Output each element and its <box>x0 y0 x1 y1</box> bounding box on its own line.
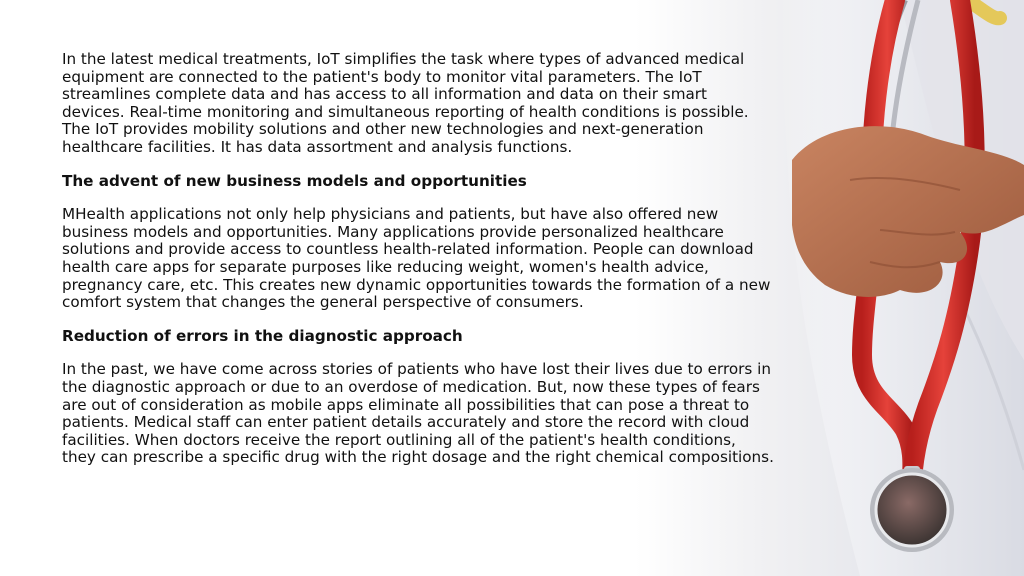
body-text <box>62 51 774 483</box>
heading-business-models: The advent of new business models and opportunities <box>62 171 527 190</box>
paragraph-iot: In the latest medical treatments, IoT simplifies the task where types of advanced medical equipment are connected to the patient's body to monitor vital parameters. The IoT streamlines complete data and has access to all information and data on their smart devices. Real-time monitoring and simultaneous reporting of health conditions is possible. The IoT provides mobility solutions and other new technologies and next-generation healthcare facilities. It has data assortment and analysis functions. <box>62 50 749 156</box>
paragraph-mhealth: MHealth applications not only help physicians and patients, but have also offered new business models and opportunities. Many applications provide personalized healthcare solutions and provide access to countless health-related information. People can download health care apps for separate purposes like reducing weight, women's health advice, pregnancy care, etc. This creates new dynamic opportunities towards the formation of a new comfort system that changes the general perspective of consumers. <box>62 205 771 312</box>
heading-diagnostic-errors: Reduction of errors in the diagnostic approach <box>62 326 463 345</box>
paragraph-diagnostic: In the past, we have come across stories of patients who have lost their lives due to errors in the diagnostic approach or due to an overdose of medication. But, now these types of fears are out of consideration as mobile apps eliminate all possibilities that can pose a threat to patients. Medical staff can enter patient details accurately and store the record with cloud facilities. When doctors receive the report outlining all of the patient's health conditions, they can prescribe a specific drug with the right dosage and the right chemical compositions. <box>62 360 774 467</box>
